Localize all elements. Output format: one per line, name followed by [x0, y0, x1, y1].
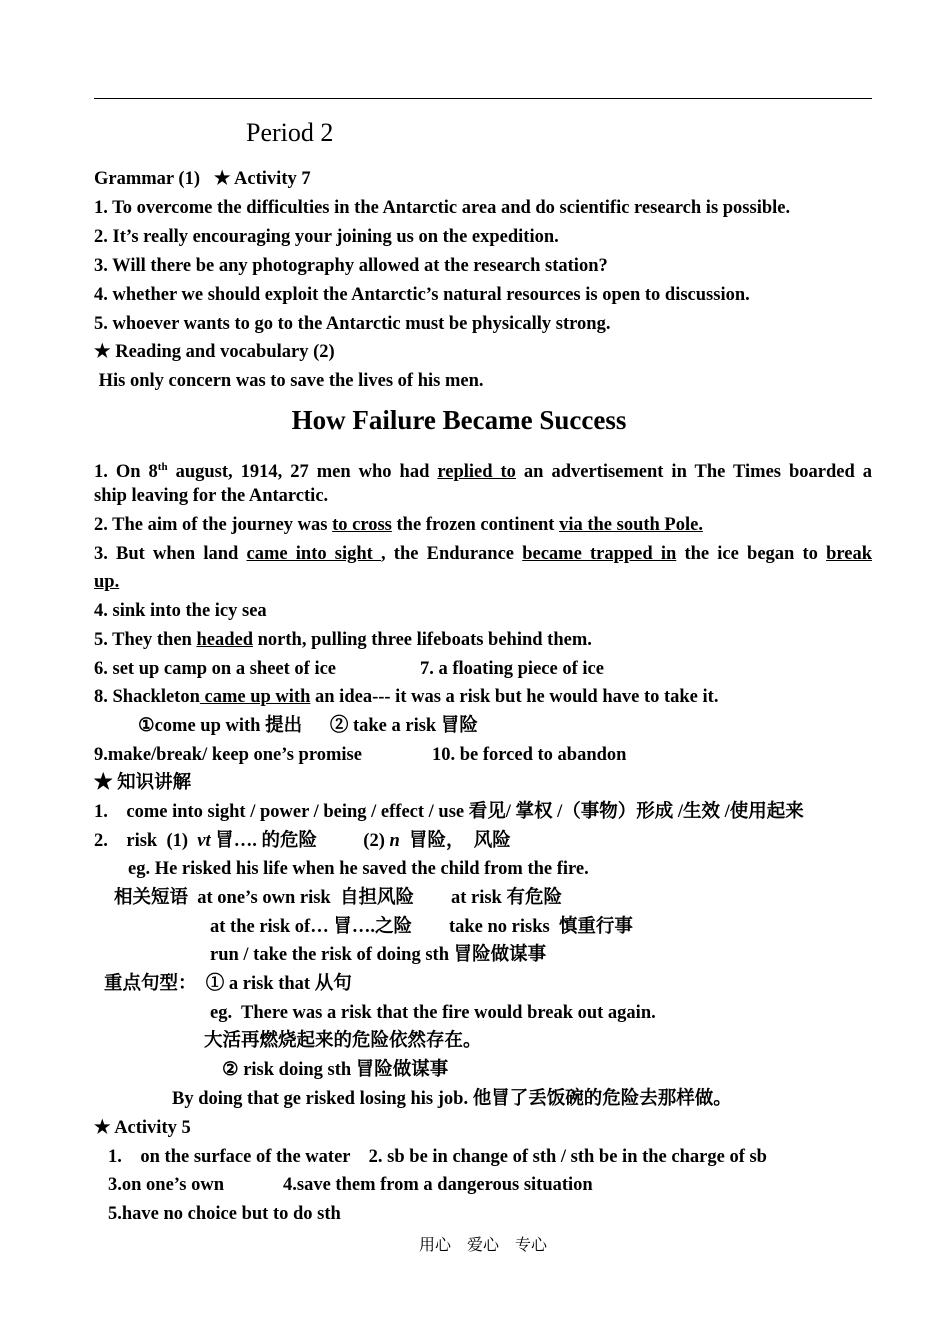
grammar-item-2: 2. It’s really encouraging your joining us on the expedition.: [94, 227, 559, 247]
example-3: By doing that ge risked losing his job. 他冒了丢饭碗的危险去那样做。: [172, 1089, 732, 1109]
point-1: 1. On 8th august, 1914, 27 men who had replied to an advertisement in The Times boarded a: [94, 461, 873, 483]
period-heading: Period 2: [246, 118, 334, 147]
knowledge-heading: ★ 知识讲解: [94, 773, 192, 793]
phrases-line-2: at the risk of… 冒….之险 take no risks 慎重行事: [210, 917, 633, 937]
pattern-2: ② risk doing sth 冒险做谋事: [222, 1060, 449, 1080]
knowledge-item-2: 2. risk (1) vt 冒…. 的危险 (2) n 冒险， 风险: [94, 831, 511, 851]
reading-line: His only concern was to save the lives of his men.: [94, 371, 484, 391]
section-title: How Failure Became Success: [291, 405, 627, 435]
activity5-item-5: 5.have no choice but to do sth: [108, 1204, 341, 1224]
grammar-heading: Grammar (1) ★ Activity 7: [94, 169, 311, 189]
header-rule: [94, 98, 872, 99]
point-4: 4. sink into the icy sea: [94, 601, 267, 621]
grammar-item-1: 1. To overcome the difficulties in the Antarctic area and do scientific research is possible.: [94, 198, 791, 218]
grammar-item-4: 4. whether we should exploit the Antarctic’s natural resources is open to discussion.: [94, 285, 750, 305]
example-2: eg. There was a risk that the fire would break out again.: [210, 1003, 656, 1023]
phrases-line-3: run / take the risk of doing sth 冒险做谋事: [210, 945, 547, 965]
point-3: 3. But when land came into sight , the Endurance became trapped in the ice began to break: [94, 544, 873, 564]
point-8-sub: ①come up with 提出 ② take a risk 冒险: [138, 716, 478, 736]
reading-heading: ★ Reading and vocabulary (2): [94, 342, 335, 362]
point-3-continued: up.: [94, 572, 120, 592]
grammar-item-5: 5. whoever wants to go to the Antarctic must be physically strong.: [94, 314, 611, 334]
page-footer: 用心 爱心 专心: [418, 1237, 547, 1254]
point-10: 10. be forced to abandon: [432, 745, 627, 765]
activity5-item-1-2: 1. on the surface of the water 2. sb be in change of sth / sth be in the charge of sb: [108, 1147, 767, 1167]
activity5-heading: ★ Activity 5: [94, 1118, 191, 1138]
activity5-item-3: 3.on one’s own: [108, 1175, 224, 1195]
point-9: 9.make/break/ keep one’s promise: [94, 745, 362, 765]
point-5: 5. They then headed north, pulling three lifeboats behind them.: [94, 630, 592, 650]
point-8: 8. Shackleton came up with an idea--- it was a risk but he would have to take it.: [94, 687, 719, 707]
phrases-line-1: 相关短语 at one’s own risk 自担风险 at risk 有危险: [114, 888, 562, 908]
knowledge-item-1: 1. come into sight / power / being / effect / use 看见/ 掌权 /（事物）形成 /生效 /使用起来: [94, 802, 804, 822]
pattern-1: 重点句型： ① a risk that 从句: [104, 974, 352, 994]
point-7: 7. a floating piece of ice: [420, 659, 604, 679]
point-2: 2. The aim of the journey was to cross the frozen continent via the south Pole.: [94, 515, 703, 535]
point-6: 6. set up camp on a sheet of ice: [94, 659, 337, 679]
point-1-continued: ship leaving for the Antarctic.: [94, 486, 329, 506]
example-2-translation: 大活再燃烧起来的危险依然存在。: [204, 1031, 482, 1051]
grammar-item-3: 3. Will there be any photography allowed at the research station?: [94, 256, 608, 276]
activity5-item-4: 4.save them from a dangerous situation: [283, 1175, 593, 1195]
example-1: eg. He risked his life when he saved the child from the fire.: [128, 859, 589, 879]
